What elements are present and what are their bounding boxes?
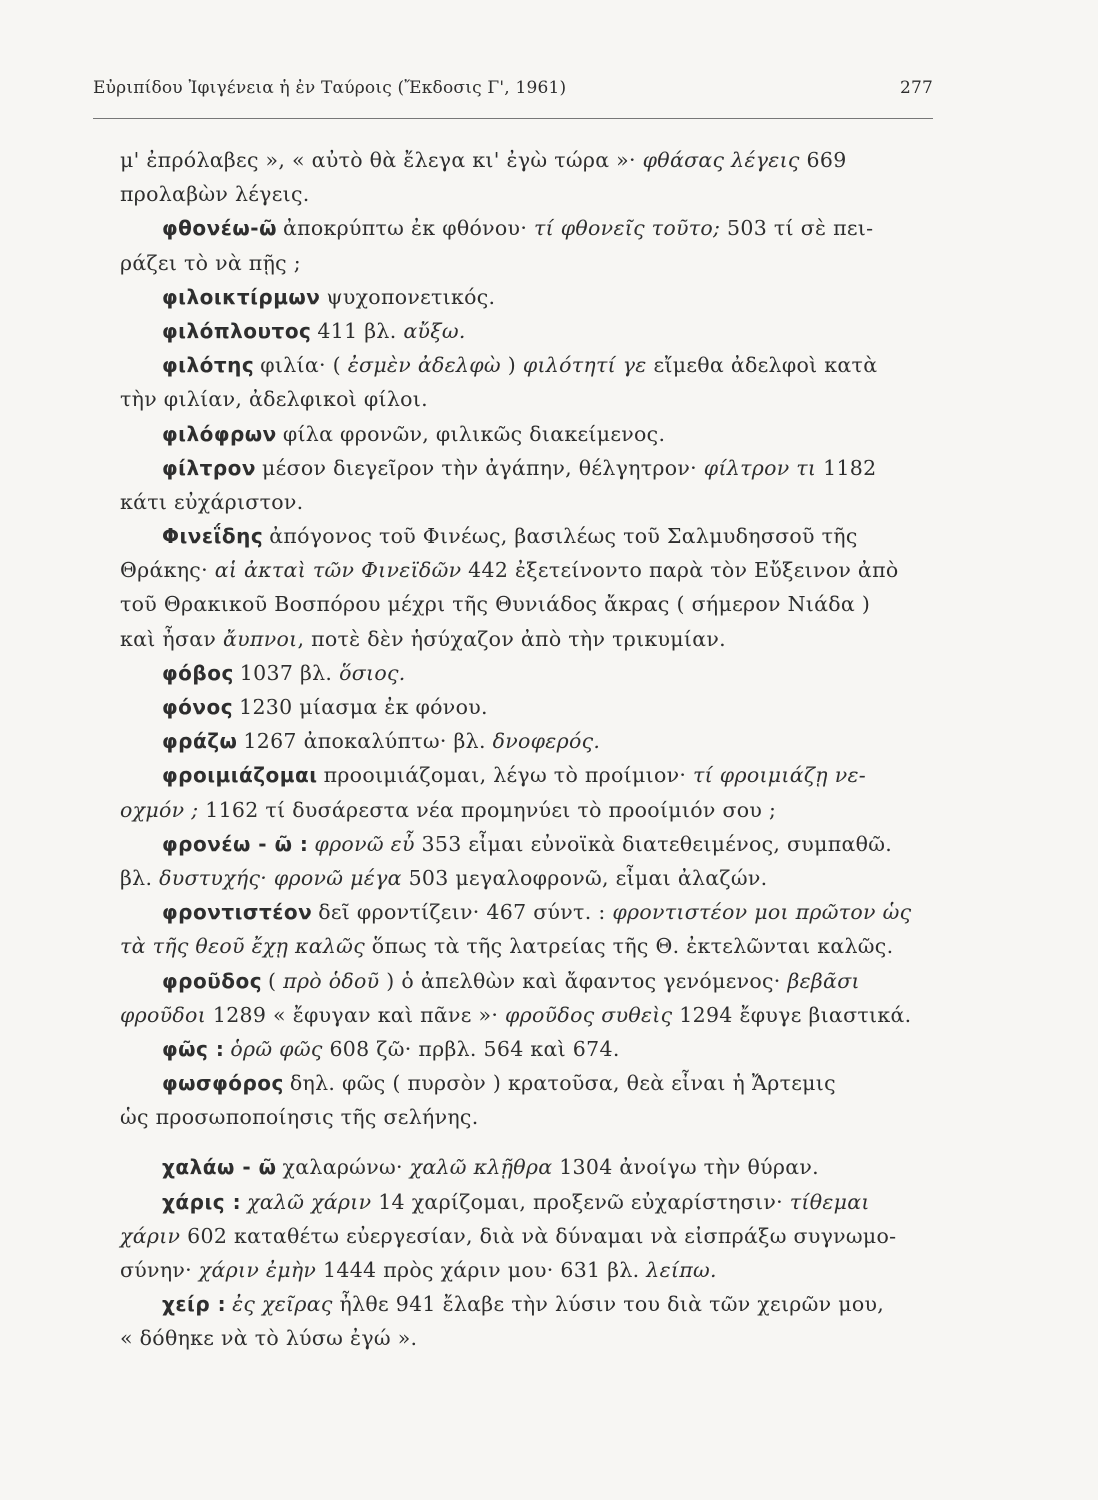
continuation-line — [120, 998, 950, 1032]
glossary-entry-line — [140, 964, 950, 998]
continuation-line — [120, 553, 950, 587]
definition-text: ἀποκρύπτω ἐκ φθόνου· — [282, 216, 534, 241]
definition-text: ψυχοπονετικός. — [326, 284, 496, 309]
definition-text: 1444 πρὸς χάριν μου· 631 βλ. — [316, 1258, 647, 1282]
definition-text: φιλία· ( — [260, 353, 348, 378]
definition-text: τοῦ Θρακικοῦ Βοσπόρου μέχρι τῆς Θυνιάδος ἄκρας ( σήμερον Νιάδα ) — [120, 592, 871, 617]
italic-citation: χάριν — [120, 1223, 181, 1248]
continuation-line — [120, 485, 950, 519]
italic-citation: αἱ ἀκταὶ τῶν Φινεϊδῶν — [214, 558, 462, 583]
headword: φροῦδος — [162, 968, 263, 993]
glossary-entry-line — [140, 1287, 950, 1321]
section-gap — [140, 1134, 950, 1150]
italic-citation: φροντιστέον μοι πρῶτον ὡς — [612, 900, 912, 925]
continuation-line — [120, 587, 950, 621]
definition-text: ) — [500, 353, 523, 378]
headword: φιλόφρων — [162, 421, 277, 446]
glossary-entry-line — [140, 451, 950, 485]
italic-citation: φροῦδος συθεὶς — [505, 1002, 673, 1027]
definition-text: ( — [268, 968, 284, 993]
glossary-entry-line — [140, 280, 950, 314]
italic-citation: λείπω. — [646, 1258, 717, 1282]
italic-citation: τὰ τῆς θεοῦ ἔχῃ καλῶς — [120, 934, 365, 959]
headword: φράζω — [162, 729, 238, 754]
definition-text: ὡς προσωποποίησις τῆς σελήνης. — [120, 1105, 479, 1130]
definition-text: φίλα φρονῶν, φιλικῶς διακείμενος. — [282, 421, 666, 446]
definition-text: 503 μεγαλοφρονῶ, εἶμαι ἀλαζών. — [401, 865, 768, 890]
glossary-entry-line — [140, 519, 950, 553]
headword: φρονέω - ῶ : — [162, 831, 309, 856]
italic-citation: ὅσιος. — [339, 660, 406, 685]
italic-citation: δνοφερός. — [492, 729, 601, 754]
italic-citation: βεβᾶσι — [787, 968, 860, 993]
italic-citation: ὁρῶ φῶς — [230, 1036, 323, 1061]
italic-citation: φροῦδοι — [120, 1002, 207, 1027]
continuation-line — [120, 1253, 950, 1287]
definition-text: 14 χαρίζομαι, προξενῶ εὐχαρίστησιν· — [371, 1189, 790, 1214]
headword: φροιμιάζομαι — [162, 763, 318, 788]
definition-text: 411 βλ. — [317, 318, 404, 343]
definition-text: δεῖ φροντίζειν· 467 σύντ. : — [318, 900, 613, 925]
definition-text: 1304 ἀνοίγω τὴν θύραν. — [552, 1155, 819, 1180]
glossary-entry-line — [140, 656, 950, 690]
continuation-line — [120, 929, 950, 963]
italic-citation: τί φθονεῖς τοῦτο; — [533, 216, 721, 241]
running-title: Εὐριπίδου Ἰφιγένεια ἡ ἐν Ταύροις (Ἔκδοσις Γ', 1961) — [93, 78, 567, 98]
continuation-line — [120, 1100, 950, 1134]
definition-text: 1162 τί δυσάρεστα νέα προμηνύει τὸ προοίμιόν σου ; — [198, 797, 777, 822]
definition-text: ράζει τὸ νὰ πῇς ; — [120, 250, 301, 275]
continuation-line — [120, 861, 950, 895]
italic-citation: δυστυχής· φρονῶ μέγα — [159, 865, 402, 890]
definition-text: 1230 μίασμα ἐκ φόνου. — [239, 695, 488, 719]
continuation-line — [120, 246, 950, 280]
continuation-line — [120, 143, 950, 177]
definition-text: 1182 — [816, 455, 877, 480]
italic-citation: φρονῶ εὖ — [314, 831, 415, 856]
italic-citation: ἄυπνοι — [223, 626, 298, 651]
headword: φόνος — [162, 695, 234, 719]
italic-citation: χαλῶ κλῇθρα — [409, 1155, 553, 1180]
definition-text: , ποτὲ δὲν ἡσύχαζον ἀπὸ τὴν τρικυμίαν. — [297, 626, 726, 651]
italic-citation: φιλότητί γε — [522, 353, 647, 378]
header-rule — [93, 118, 933, 119]
definition-text: βλ. — [120, 865, 160, 890]
definition-text: εἴμεθα ἀδελφοὶ κατὰ — [646, 353, 878, 378]
italic-citation: χάριν ἐμὴν — [198, 1258, 317, 1282]
definition-text: 1289 « ἔφυγαν καὶ πᾶνε »· — [206, 1002, 506, 1027]
glossary-entry-line — [140, 314, 950, 348]
definition-text: 602 καταθέτω εὐεργεσίαν, διὰ νὰ δύναμαι νὰ εἰσπράξω συγνωμο- — [180, 1223, 897, 1248]
definition-text: 608 ζῶ· πρβλ. 564 καὶ 674. — [322, 1036, 620, 1061]
headword: φιλόπλουτος — [162, 318, 312, 343]
definition-text: ὅπως τὰ τῆς λατρείας τῆς Θ. ἐκτελῶνται καλῶς. — [364, 934, 894, 959]
italic-citation: ἐσμὲν ἀδελφὼ — [347, 353, 501, 378]
headword: φιλότης — [162, 353, 255, 378]
glossary-entry-line — [140, 1150, 950, 1184]
definition-text: ἦλθε 941 ἔλαβε τὴν λύσιν του διὰ τῶν χειρῶν μου, — [332, 1292, 885, 1317]
glossary-entry-line — [140, 895, 950, 929]
continuation-line — [120, 1321, 950, 1355]
definition-text: προλαβὼν λέγεις. — [120, 182, 310, 207]
continuation-line — [120, 1219, 950, 1253]
continuation-line — [120, 177, 950, 211]
headword: χείρ : — [162, 1292, 227, 1317]
glossary-entry-line — [140, 1032, 950, 1066]
continuation-line — [120, 793, 950, 827]
definition-text: χαλαρώνω· — [282, 1155, 410, 1180]
italic-citation: τίθεμαι — [789, 1189, 870, 1214]
headword: Φινεΐδης — [162, 524, 264, 549]
definition-text: σύνην· — [120, 1258, 199, 1282]
definition-text: τὴν φιλίαν, ἀδελφικοὶ φίλοι. — [120, 387, 428, 412]
headword: χαλάω - ῶ — [162, 1155, 277, 1180]
definition-text: 1294 ἔφυγε βιαστικά. — [672, 1002, 912, 1027]
continuation-line — [120, 382, 950, 416]
glossary-entry-line — [140, 1185, 950, 1219]
glossary-entry-line — [140, 758, 950, 792]
definition-text: ἀπόγονος τοῦ Φινέως, βασιλέως τοῦ Σαλμυδησσοῦ τῆς — [269, 524, 858, 549]
headword: φιλοικτίρμων — [162, 284, 321, 309]
headword: φθονέω-ῶ — [162, 216, 277, 241]
definition-text: « δόθηκε νὰ τὸ λύσω ἐγώ ». — [120, 1326, 418, 1351]
headword: φῶς : — [162, 1036, 225, 1061]
definition-text: προοιμιάζομαι, λέγω τὸ προίμιον· — [323, 763, 694, 788]
definition-text: καὶ ἦσαν — [120, 626, 224, 651]
headword: φόβος — [162, 660, 234, 685]
glossary-entry-line — [140, 417, 950, 451]
headword: φροντιστέον — [162, 900, 313, 925]
definition-text: 503 τί σὲ πει- — [720, 216, 874, 241]
definition-text: κάτι εὐχάριστον. — [120, 489, 304, 514]
definition-text: μ' ἐπρόλαβες », « αὐτὸ θὰ ἔλεγα κι' ἐγὼ τώρα »· — [120, 148, 643, 172]
definition-text: ) ὁ ἀπελθὼν καὶ ἄφαντος γενόμενος· — [379, 968, 788, 993]
italic-citation: τί φροιμιάζῃ νε- — [693, 763, 866, 788]
glossary-entry-line — [140, 724, 950, 758]
italic-citation: ἐς χεῖρας — [232, 1292, 333, 1317]
italic-citation: πρὸ ὁδοῦ — [283, 968, 380, 993]
definition-text: 442 ἐξετείνοντο παρὰ τὸν Εὔξεινον ἀπὸ — [461, 558, 899, 583]
italic-citation: χαλῶ χάριν — [247, 1189, 372, 1214]
definition-text: 669 — [799, 148, 847, 172]
definition-text: 1267 ἀποκαλύπτω· βλ. — [243, 729, 493, 754]
headword: φωσφόρος — [162, 1071, 284, 1096]
definition-text: μέσον διεγεῖρον τὴν ἀγάπην, θέλγητρον· — [262, 455, 704, 480]
italic-citation: αὔξω. — [403, 318, 466, 343]
glossary-entry-line — [140, 211, 950, 245]
page-number: 277 — [899, 78, 933, 98]
glossary-entry-line — [140, 827, 950, 861]
headword: χάρις : — [162, 1189, 242, 1214]
glossary-entry-line — [140, 1066, 950, 1100]
italic-citation: φίλτρον τι — [703, 455, 817, 480]
running-header — [93, 78, 933, 108]
headword: φίλτρον — [162, 455, 257, 480]
glossary-entry-line — [140, 348, 950, 382]
definition-text: δηλ. φῶς ( πυρσὸν ) κρατοῦσα, θεὰ εἶναι ἡ Ἄρτεμις — [289, 1071, 836, 1096]
glossary-text — [120, 143, 950, 1356]
italic-citation: οχμόν ; — [120, 797, 199, 822]
definition-text: Θράκης· — [120, 558, 215, 583]
definition-text: 1037 βλ. — [239, 660, 340, 685]
glossary-entry-line — [140, 690, 950, 724]
italic-citation: φθάσας λέγεις — [642, 148, 800, 172]
definition-text: 353 εἶμαι εὐνοϊκὰ διατεθειμένος, συμπαθῶ. — [414, 831, 893, 856]
continuation-line — [120, 622, 950, 656]
